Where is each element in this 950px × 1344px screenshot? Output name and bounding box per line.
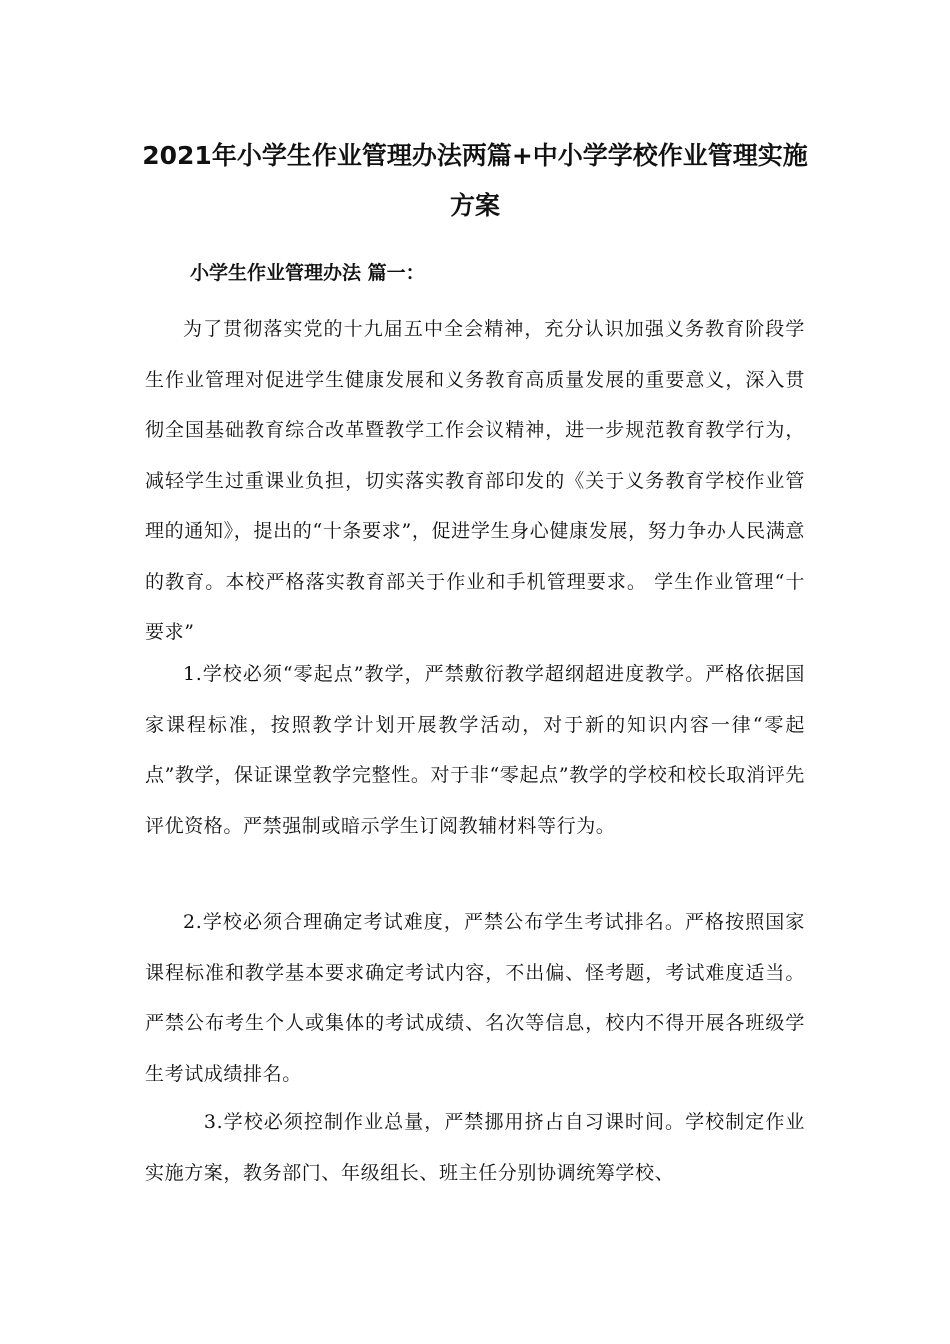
paragraph-intro: 为了贯彻落实党的十九届五中全会精神，充分认识加强义务教育阶段学生作业管理对促进学生健康发展和义务教育高质量发展的重要意义，深入贯彻全国基础教育综合改革暨教学工作会议精神，进一步规范教育教学行为，减轻学生过重课业负担，切实落实教育部印发的《关于义务教育学校作业管理的通知》，提出的“十条要求”，促进学生身心健康发展，努力争办人民满意的教育。本校严格落实教育部关于作业和手机管理要求。 学生作业管理“十要求” — [145, 318, 805, 643]
document-title: 2021年小学生作业管理办法两篇+中小学学校作业管理实施方案 — [142, 141, 808, 220]
paragraph-item-1: 1.学校必须“零起点”教学，严禁敷衍教学超纲超进度教学。严格依据国家课程标准，按照教学计划开展教学活动，对于新的知识内容一律“零起点”教学，保证课堂教学完整性。对于非“零起点”教学的学校和校长取消评先评优资格。严禁强制或暗示学生订阅教辅材料等行为。 — [145, 663, 805, 837]
paragraph-item-3: 3.学校必须控制作业总量，严禁挪用挤占自习课时间。学校制定作业实施方案，教务部门、年级组长、班主任分别协调统筹学校、 — [145, 1111, 805, 1184]
section-heading: 小学生作业管理办法 篇一： — [190, 262, 425, 284]
paragraph-item-2: 2.学校必须合理确定考试难度，严禁公布学生考试排名。严格按照国家课程标准和教学基本要求确定考试内容，不出偏、怪考题，考试难度适当。严禁公布考生个人或集体的考试成绩、名次等信息，校内不得开展各班级学生考试成绩排名。 — [145, 911, 805, 1085]
